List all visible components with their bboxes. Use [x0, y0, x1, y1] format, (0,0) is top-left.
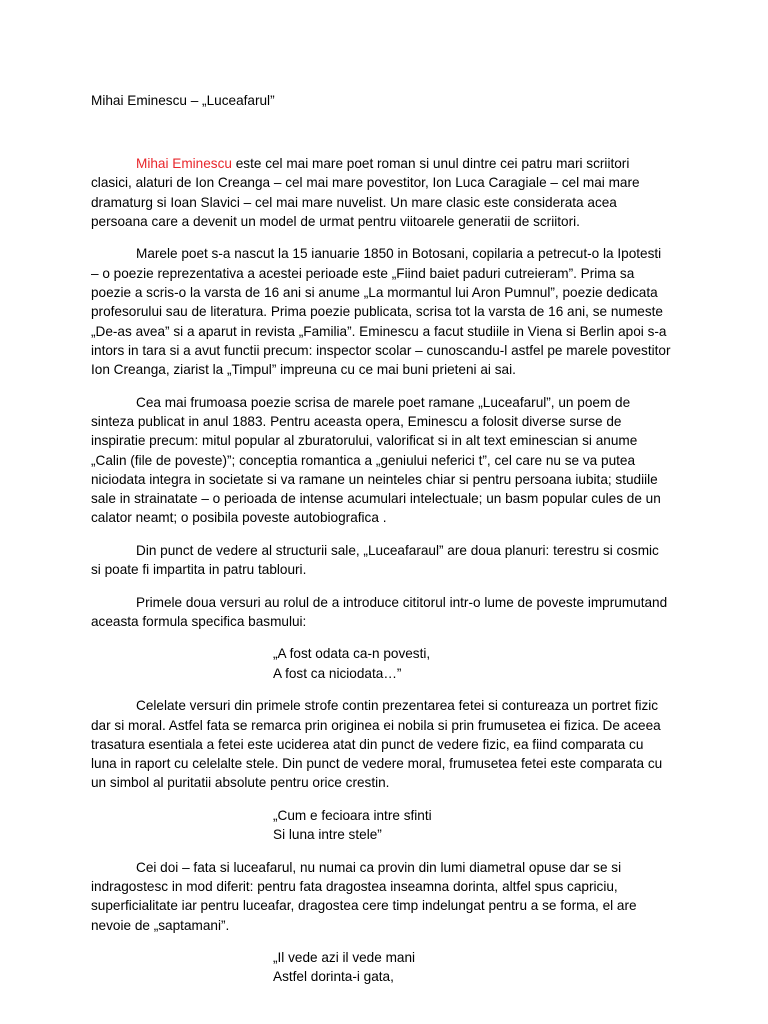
document-title: Mihai Eminescu – „Luceafarul” — [91, 93, 275, 108]
portrait-paragraph: Celelate versuri din primele strofe contin prezentarea fetei si contureaza un portret fizic dar si moral. Astfel fata se remarca prin originea ei nobila si prin frumusetea ei fizica. De aceea trasatura esentiala a fetei este uciderea atat din punct de vedere fizic, ea fiind comparata cu luna in raport cu celelalte stele. Din punct de vedere moral, frumusetea fetei este comparata cu un simbol al puritatii absolute pentru orice crestin. — [91, 698, 663, 791]
opening-verses-paragraph: Primele doua versuri au rolul de a introduce cititorul intr-o lume de poveste imprumutand aceasta formula specifica basmului: — [91, 594, 668, 629]
intro-paragraph — [91, 154, 671, 231]
verse-line: A fost ca niciodata…” — [273, 665, 402, 681]
document-body — [91, 154, 671, 1000]
verse-quote-2 — [273, 806, 671, 845]
verse-line: „A fost odata ca-n povesti, — [273, 646, 431, 662]
verse-quote-1 — [273, 644, 671, 683]
verse-line: Si luna intre stele” — [273, 827, 382, 843]
inspiration-paragraph: Cea mai frumoasa poezie scrisa de marele poet ramane „Luceafarul”, un poem de sinteza publicat in anul 1883. Pentru aceasta opera, Eminescu a folosit diverse surse de inspiratie precum: mitul popular al zburatorului, valorificat si in alt text eminescian si anume „Calin (file de poveste)”; conceptia romantica a „geniului neferici t”, cel care nu se va putea niciodata integra in societate si va ramane un neinteles chiar si pentru persoana iubita; studiile sale in strainatate – o perioada de intense acumulari intelectuale; un basm popular cules de un calator neamt; o posibila poveste autobiografica . — [91, 394, 661, 526]
verse-line: „Cum e fecioara intre sfinti — [273, 807, 432, 823]
verse-quote-3 — [273, 948, 671, 987]
author-name-highlight: Mihai Eminescu — [136, 156, 232, 171]
intro-text: este cel mai mare poet roman si unul dintre cei patru mari scriitori clasici, alaturi de Ion Creanga – cel mai mare povestitor, Ion Luca Caragiale – cel mai mare dramaturg si Ioan Slavici – cel mai mare nuvelist. Un mare clasic este considerata acea persoana care a devenit un model de urmat pentru viitoarele generatii de scriitori. — [91, 156, 640, 229]
structure-paragraph: Din punct de vedere al structurii sale, „Luceafaraul” are doua planuri: terestru si cosmic si poate fi impartita in patru tablouri. — [91, 542, 659, 578]
verse-line: „Il vede azi il vede mani — [273, 950, 416, 966]
biography-paragraph: Marele poet s-a nascut la 15 ianuarie 1850 in Botosani, copilaria a petrecut-o la Ipotesti – o poezie reprezentativa a acestei perioade este „Fiind baiet paduri cutreieram”. Prima sa poezie a scris-o la varsta de 16 ani si anume „La mormantul lui Aron Pumnul”, poezie dedicata profesorului sau de literatura. Prima poezie publicata, scrisa tot la varsta de 16 ani, se numeste „De-as avea” si a aparut in revista „Familia”. Eminescu a facut studiile in Viena si Berlin apoi s-a intors in tara si a avut functii precum: inspector scolar – cunoscandu-l astfel pe marele povestitor Ion Creanga, ziarist la „Timpul” impreuna cu ce mai buni prieteni ai sai. — [91, 246, 671, 378]
verse-line: Astfel dorinta-i gata, — [273, 969, 394, 985]
love-paragraph: Cei doi – fata si luceafarul, nu numai ca provin din lumi diametral opuse dar se si indragostesc in mod diferit: pentru fata dragostea inseamna dorinta, altfel spus capriciu, superficialitate iar pentru luceafar, dragostea cere timp indelungat pentru a se forma, el are nevoie de „saptamani”. — [91, 859, 637, 933]
